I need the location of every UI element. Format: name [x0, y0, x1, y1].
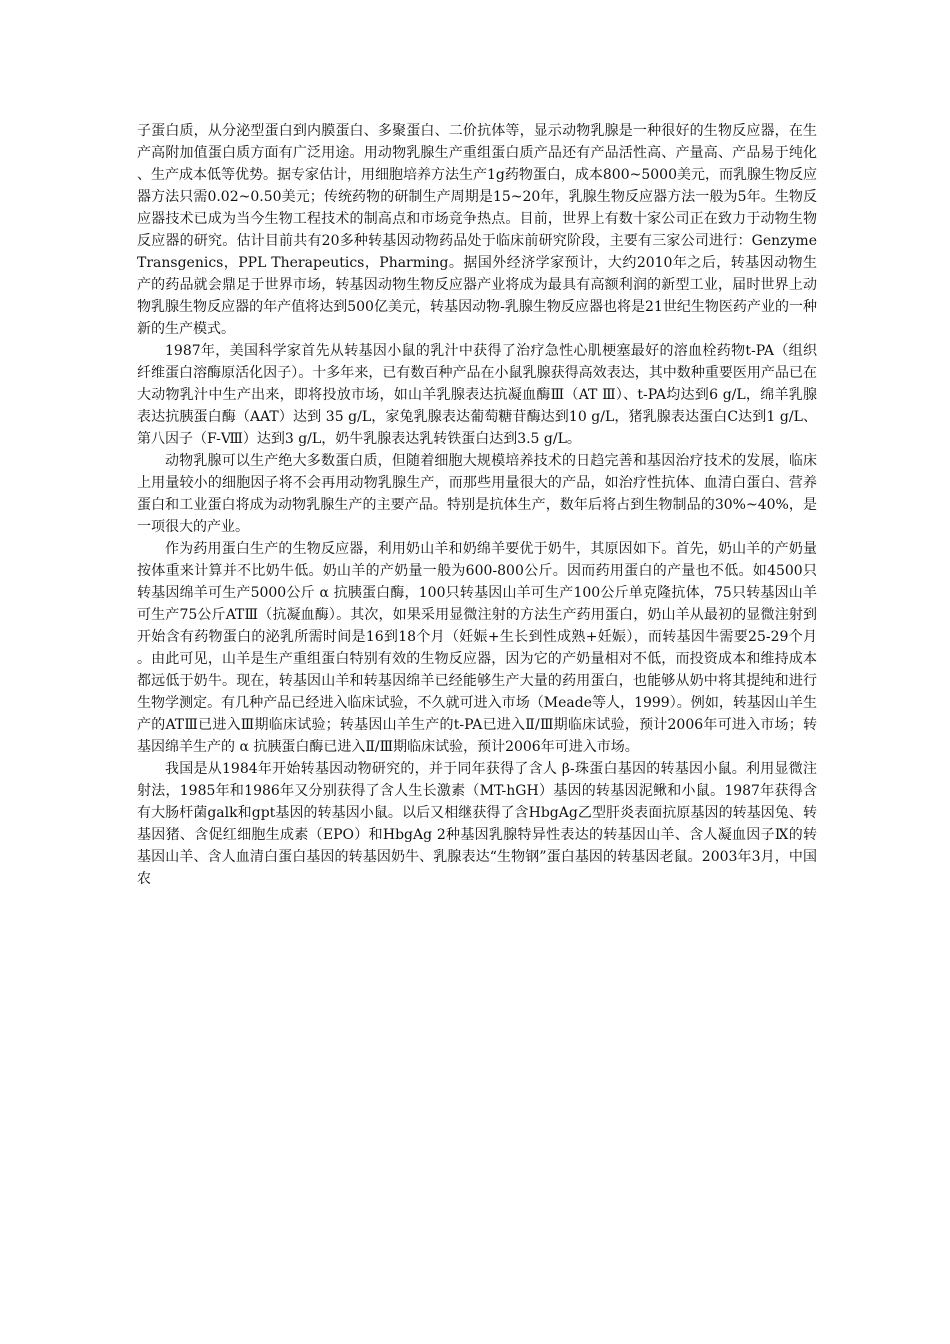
paragraph-5: 我国是从1984年开始转基因动物研究的，并于同年获得了含人 β-珠蛋白基因的转基因小鼠。利用显微注射法，1985年和1986年又分别获得了含人生长激素（MT-hGH）基因的转基因泥鳅和小鼠。1987年获得含有大肠杆菌galk和gpt基因的转基因小鼠。以后又相继获得了含HbgAg乙型肝炎表面抗原基因的转基因兔、转基因猪、含促红细胞生成素（EPO）和HbgAg 2种基因乳腺特异性表达的转基因山羊、含人凝血因子Ⅸ的转基因山羊、含人血清白蛋白基因的转基因奶牛、乳腺表达“生物钢”蛋白基因的转基因老鼠。2003年3月，中国农 — [137, 761, 817, 887]
paragraph-4: 作为药用蛋白生产的生物反应器，利用奶山羊和奶绵羊要优于奶牛，其原因如下。首先，奶山羊的产奶量按体重来计算并不比奶牛低。奶山羊的产奶量一般为600-800公斤。因而药用蛋白的产量也不低。如4500只转基因绵羊可生产5000公斤 α 抗胰蛋白酶，100只转基因山羊可生产100公斤单克隆抗体，75只转基因山羊可生产75公斤ATⅢ（抗凝血酶）。其次，如果采用显微注射的方法生产药用蛋白，奶山羊从最初的显微注射到开始含有药物蛋白的泌乳所需时间是16到18个月（妊娠+生长到性成熟+妊娠），而转基因牛需要25-29个月。由此可见，山羊是生产重组蛋白特别有效的生物反应器，因为它的产奶量相对不低，而投资成本和维持成本都远低于奶牛。现在，转基因山羊和转基因绵羊已经能够生产大量的药用蛋白，也能够从奶中将其提纯和进行生物学测定。有几种产品已经进入临床试验，不久就可进入市场（Meade等人，1999）。例如，转基因山羊生产的ATⅢ已进入Ⅲ期临床试验；转基因山羊生产的t-PA已进入Ⅱ/Ⅲ期临床试验，预计2006年可进入市场；转基因绵羊生产的 α 抗胰蛋白酶已进入Ⅱ/Ⅲ期临床试验，预计2006年可进入市场。 — [137, 541, 817, 755]
paragraph-1: 子蛋白质，从分泌型蛋白到内膜蛋白、多聚蛋白、二价抗体等，显示动物乳腺是一种很好的生物反应器，在生产高附加值蛋白质方面有广泛用途。用动物乳腺生产重组蛋白质产品还有产品活性高、产量高、产品易于纯化、生产成本低等优势。据专家估计，用细胞培养方法生产1g药物蛋白，成本800~5000美元，而乳腺生物反应器方法只需0.02~0.50美元；传统药物的研制生产周期是15~20年，乳腺生物反应器方法一般为5年。生物反应器技术已成为当今生物工程技术的制高点和市场竞争热点。目前，世界上有数十家公司正在致力于动物生物反应器的研究。估计目前共有20多种转基因动物药品处于临床前研究阶段，主要有三家公司进行：Genzyme Transgenics，PPL Therapeutics，Pharming。据国外经济学家预计，大约2010年之后，转基因动物生产的药品就会鼎足于世界市场，转基因动物生物反应器产业将成为最具有高额利润的新型工业，届时世界上动物乳腺生物反应器的年产值将达到500亿美元，转基因动物-乳腺生物反应器也将是21世纪生物医药产业的一种新的生产模式。 — [137, 123, 817, 337]
paragraph-3: 动物乳腺可以生产绝大多数蛋白质，但随着细胞大规模培养技术的日趋完善和基因治疗技术的发展，临床上用量较小的细胞因子将不会再用动物乳腺生产，而那些用量很大的产品，如治疗性抗体、血清白蛋白、营养蛋白和工业蛋白将成为动物乳腺生产的主要产品。特别是抗体生产，数年后将占到生物制品的30%~40%，是一项很大的产业。 — [137, 453, 817, 535]
paragraph-2: 1987年，美国科学家首先从转基因小鼠的乳汁中获得了治疗急性心肌梗塞最好的溶血栓药物t-PA（组织纤维蛋白溶酶原活化因子）。十多年来，已有数百种产品在小鼠乳腺获得高效表达，其中数种重要医用产品已在大动物乳汁中生产出来，即将投放市场，如山羊乳腺表达抗凝血酶Ⅲ（AT Ⅲ）、t-PA均达到6 g/L，绵羊乳腺表达抗胰蛋白酶（AAT）达到 35 g/L，家兔乳腺表达葡萄糖苷酶达到10 g/L，猪乳腺表达蛋白C达到1 g/L、第八因子（F-Ⅷ）达到3 g/L，奶牛乳腺表达乳转铁蛋白达到3.5 g/L。 — [137, 343, 817, 447]
document-page — [137, 120, 817, 890]
